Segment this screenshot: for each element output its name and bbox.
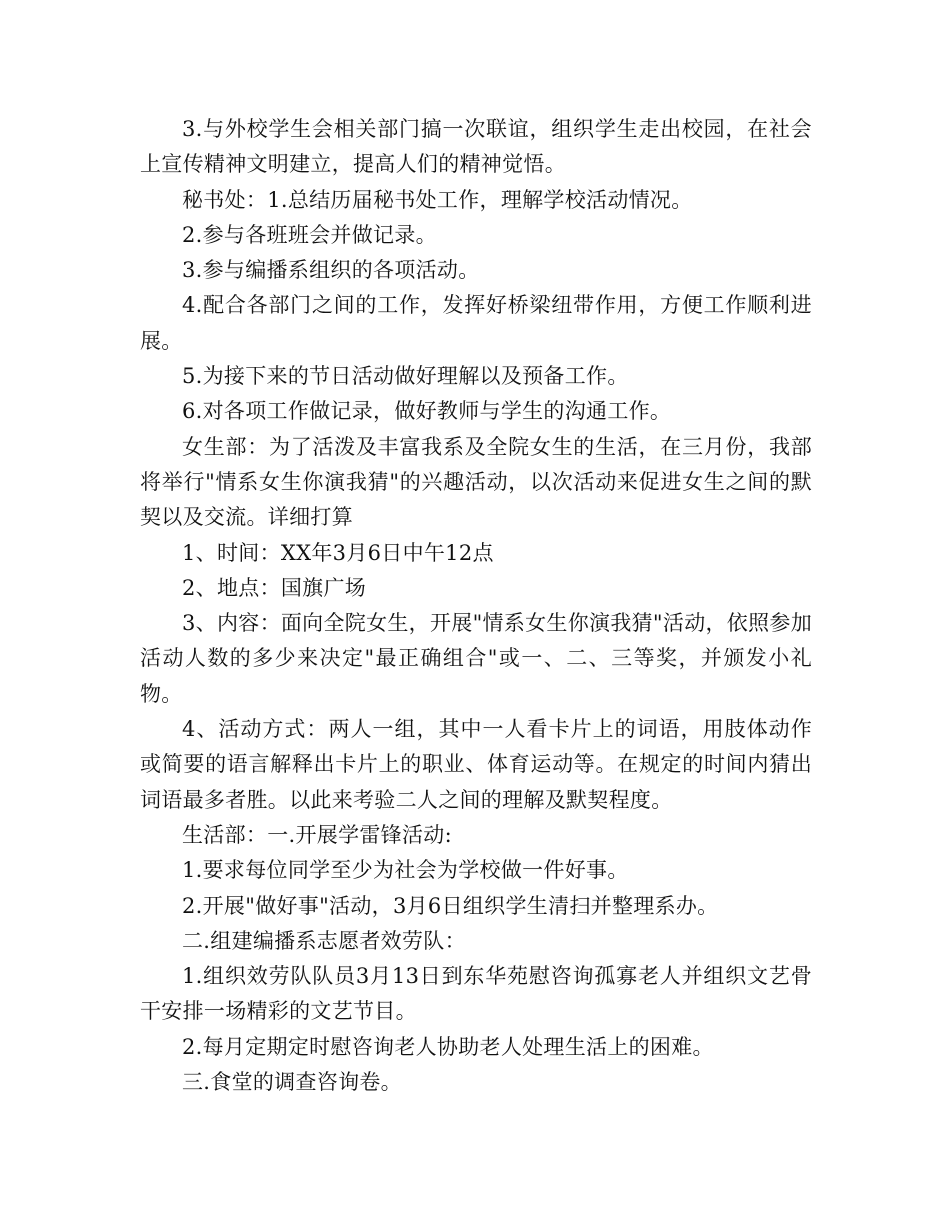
paragraph: 3、内容：面向全院女生，开展"情系女生你演我猜"活动，依照参加活动人数的多少来决定"最正确组合"或一、二、三等奖，并颁发小礼物。: [140, 611, 812, 706]
paragraph: 2.开展"做好事"活动，3月6日组织学生清扫并整理系办。: [182, 893, 719, 918]
paragraph: 生活部：一.开展学雷锋活动:: [182, 822, 452, 847]
paragraph: 2.每月定期定时慰咨询老人协助老人处理生活上的困难。: [182, 1034, 714, 1059]
paragraph: 二.组建编播系志愿者效劳队：: [182, 928, 466, 953]
paragraph: 3.与外校学生会相关部门搞一次联谊，组织学生走出校园，在社会上宣传精神文明建立，提高人们的精神觉悟。: [140, 117, 812, 177]
paragraph: 2.参与各班班会并做记录。: [182, 222, 437, 247]
paragraph: 5.为接下来的节日活动做好理解以及预备工作。: [182, 364, 629, 389]
paragraph: 4、活动方式：两人一组，其中一人看卡片上的词语，用肢体动作或简要的语言解释出卡片上的职业、体育运动等。在规定的时间内猜出词语最多者胜。以此来考验二人之间的理解及默契程度。: [140, 717, 812, 812]
paragraph: 6.对各项工作做记录，做好教师与学生的沟通工作。: [182, 399, 672, 424]
paragraph: 2、地点：国旗广场: [182, 575, 367, 600]
paragraph: 三.食堂的调查咨询卷。: [182, 1070, 402, 1095]
paragraph: 3.参与编播系组织的各项活动。: [182, 258, 480, 283]
paragraph: 1.要求每位同学至少为社会为学校做一件好事。: [182, 858, 629, 883]
paragraph: 秘书处：1.总结历届秘书处工作，理解学校活动情况。: [182, 187, 693, 212]
paragraph: 4.配合各部门之间的工作，发挥好桥梁纽带作用，方便工作顺利进展。: [140, 293, 812, 353]
document-body: [140, 112, 812, 1100]
paragraph: 1、时间：XX年3月6日中午12点: [182, 540, 494, 565]
paragraph: 1.组织效劳队队员3月13日到东华苑慰咨询孤寡老人并组织文艺骨干安排一场精彩的文艺节目。: [140, 964, 812, 1024]
paragraph: 女生部：为了活泼及丰富我系及全院女生的生活，在三月份，我部将举行"情系女生你演我猜"的兴趣活动，以次活动来促进女生之间的默契以及交流。详细打算: [140, 434, 812, 530]
